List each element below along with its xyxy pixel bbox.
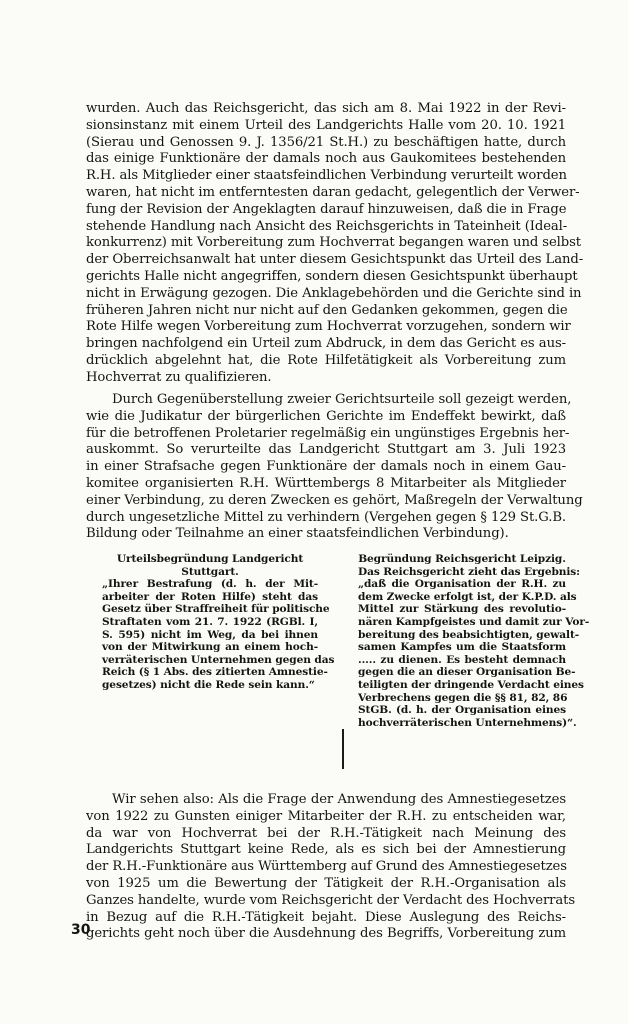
text-line: von 1925 um die Bewertung der Tätigkeit der R.H.-Organisation als <box>86 875 566 891</box>
text-line: Hochverrat zu qualifizieren. <box>86 369 272 385</box>
quote-line: „daß die Organisation der R.H. zu <box>358 578 566 591</box>
quote-line: gegen die an dieser Organisation Be- <box>358 666 576 679</box>
text-line: stehende Handlung nach Ansicht des Reichsgerichts in Tateinheit (Ideal- <box>86 218 568 234</box>
text-line: der R.H.-Funktionäre aus Württemberg auf Grund des Amnestiegesetzes <box>86 859 567 875</box>
quote-line: samen Kampfes um die Staatsform <box>358 641 566 654</box>
quote-line: Verbrechens gegen die §§ 81, 82, 86 <box>358 691 568 704</box>
page-number: 30 <box>71 922 91 938</box>
text-line: komitee organisierten R.H. Württembergs 8 Mitarbeiter als Mitglieder <box>86 475 566 491</box>
text-line: Bildung oder Teilnahme an einer staatsfeindlichen Verbindung). <box>86 526 509 542</box>
quote-line: teiligten der dringende Verdacht eines <box>358 678 584 691</box>
quote-line: bereitung des beabsichtigten, gewalt- <box>358 628 580 641</box>
text-line: der Oberreichsanwalt hat unter diesem Gesichtspunkt das Urteil des Land- <box>86 252 584 268</box>
text-line: gerichts Halle nicht angegriffen, sondern diesen Gesichtspunkt überhaupt <box>86 268 578 284</box>
quote-line: nären Kampfgeistes und damit zur Vor- <box>358 615 590 628</box>
column-heading: Urteilsbegründung Landgericht <box>116 553 304 565</box>
text-line: sionsinstanz mit einem Urteil des Landgerichts Halle vom 20. 10. 1921 <box>86 117 566 133</box>
landgericht-column <box>102 553 335 692</box>
quote-line: von der Mitwirkung an einem hoch- <box>102 641 318 654</box>
text-line: wie die Judikatur der bürgerlichen Gerichte im Endeffekt bewirkt, daß <box>86 408 566 424</box>
paragraph-gegenueberstellung <box>86 392 583 543</box>
text-line: Rote Hilfe wegen Vorbereitung zum Hochverrat vorzugehen, sondern wir <box>86 319 571 335</box>
quote-line: „Ihrer Bestrafung (d. h. der Mit- <box>102 578 318 591</box>
text-line: Durch Gegenüberstellung zweier Gerichtsurteile soll gezeigt werden, <box>112 392 572 407</box>
text-line: R.H. als Mitglieder einer staatsfeindlichen Verbindung verurteilt worden <box>86 168 567 184</box>
text-line: gerichts geht noch über die Ausdehnung des Begriffs, Vorbereitung zum <box>86 926 566 942</box>
quote-line: Straftaten vom 21. 7. 1922 (RGBl. I, <box>102 615 318 628</box>
quote-line: gesetzes) nicht die Rede sein kann.“ <box>102 678 315 691</box>
reichsgericht-column <box>358 553 590 729</box>
text-line: einer Verbindung, zu deren Zwecken es gehört, Maßregeln der Verwaltung <box>86 492 583 508</box>
text-line: drücklich abgelehnt hat, die Rote Hilfetätigkeit als Vorbereitung zum <box>86 352 566 368</box>
quote-line: arbeiter der Roten Hilfe) steht das <box>102 590 318 603</box>
text-line: (Sierau und Genossen 9. J. 1356/21 St.H.) zu beschäftigen hatte, durch <box>86 134 566 150</box>
quote-line: verräterischen Unternehmen gegen das <box>102 653 335 666</box>
quote-line: Mittel zur Stärkung des revolutio- <box>358 603 566 616</box>
text-line: auskommt. So verurteilte das Landgericht Stuttgart am 3. Juli 1923 <box>86 442 566 458</box>
quote-line: ..... zu dienen. Es besteht demnach <box>358 653 566 666</box>
text-line: für die betroffenen Proletarier regelmäßig ein ungünstiges Ergebnis her- <box>86 425 570 441</box>
paragraph-conclusion <box>86 792 576 943</box>
text-line: fung der Revision der Angeklagten darauf hinzuweisen, daß die in Frage <box>86 201 567 217</box>
quote-line: hochverräterischen Unternehmens)“. <box>358 716 577 729</box>
text-line: Landgerichts Stuttgart keine Rede, als es sich bei der Amnestierung <box>86 842 566 858</box>
column-heading: Das Reichsgericht zieht das Ergebnis: <box>358 565 580 578</box>
quote-line: StGB. (d. h. der Organisation eines <box>358 704 566 717</box>
text-line: in Bezug auf die R.H.-Tätigkeit bejaht. Diese Auslegung des Reichs- <box>86 909 566 925</box>
text-line: von 1922 zu Gunsten einiger Mitarbeiter der R.H. zu entscheiden war, <box>86 808 566 824</box>
text-line: wurden. Auch das Reichsgericht, das sich am 8. Mai 1922 in der Revi- <box>86 101 566 116</box>
column-heading: Stuttgart. <box>181 565 239 578</box>
text-line: da war von Hochverrat bei der R.H.-Tätigkeit nach Meinung des <box>86 825 566 841</box>
text-line: durch ungesetzliche Mittel zu verhindern (Vergehen gegen § 129 St.G.B. <box>86 509 566 525</box>
text-line: konkurrenz) mit Vorbereitung zum Hochverrat begangen waren und selbst <box>86 235 581 251</box>
text-line: früheren Jahren nicht nur nicht auf den Gedanken gekommen, gegen die <box>86 302 568 318</box>
text-line: nicht in Erwägung gezogen. Die Anklagebehörden und die Gerichte sind in <box>86 285 582 301</box>
quote-line: S. 595) nicht im Weg, da bei ihnen <box>102 628 318 641</box>
column-heading: Begründung Reichsgericht Leipzig. <box>358 553 566 565</box>
quote-line: Gesetz über Straffreiheit für politische <box>102 603 330 616</box>
quote-line: dem Zwecke erfolgt ist, der K.P.D. als <box>358 590 577 603</box>
text-line: waren, hat nicht im entferntesten daran gedacht, gelegentlich der Verwer- <box>86 184 580 200</box>
margin-rule <box>342 729 344 769</box>
text-line: Ganzes handelte, wurde vom Reichsgericht der Verdacht des Hochverrats <box>86 892 576 908</box>
text-line: in einer Strafsache gegen Funktionäre der damals noch in einem Gau- <box>86 459 566 475</box>
text-line: das einige Funktionäre der damals noch aus Gaukomitees bestehenden <box>86 151 566 167</box>
text-line: Wir sehen also: Als die Frage der Anwendung des Amnestiegesetzes <box>112 792 566 807</box>
comparison-columns <box>86 553 590 773</box>
paragraph-reichsgericht <box>86 101 584 387</box>
text-line: bringen nachfolgend ein Urteil zum Abdruck, in dem das Gericht es aus- <box>86 336 566 352</box>
quote-line: Reich (§ 1 Abs. des zitierten Amnestie- <box>102 666 328 679</box>
